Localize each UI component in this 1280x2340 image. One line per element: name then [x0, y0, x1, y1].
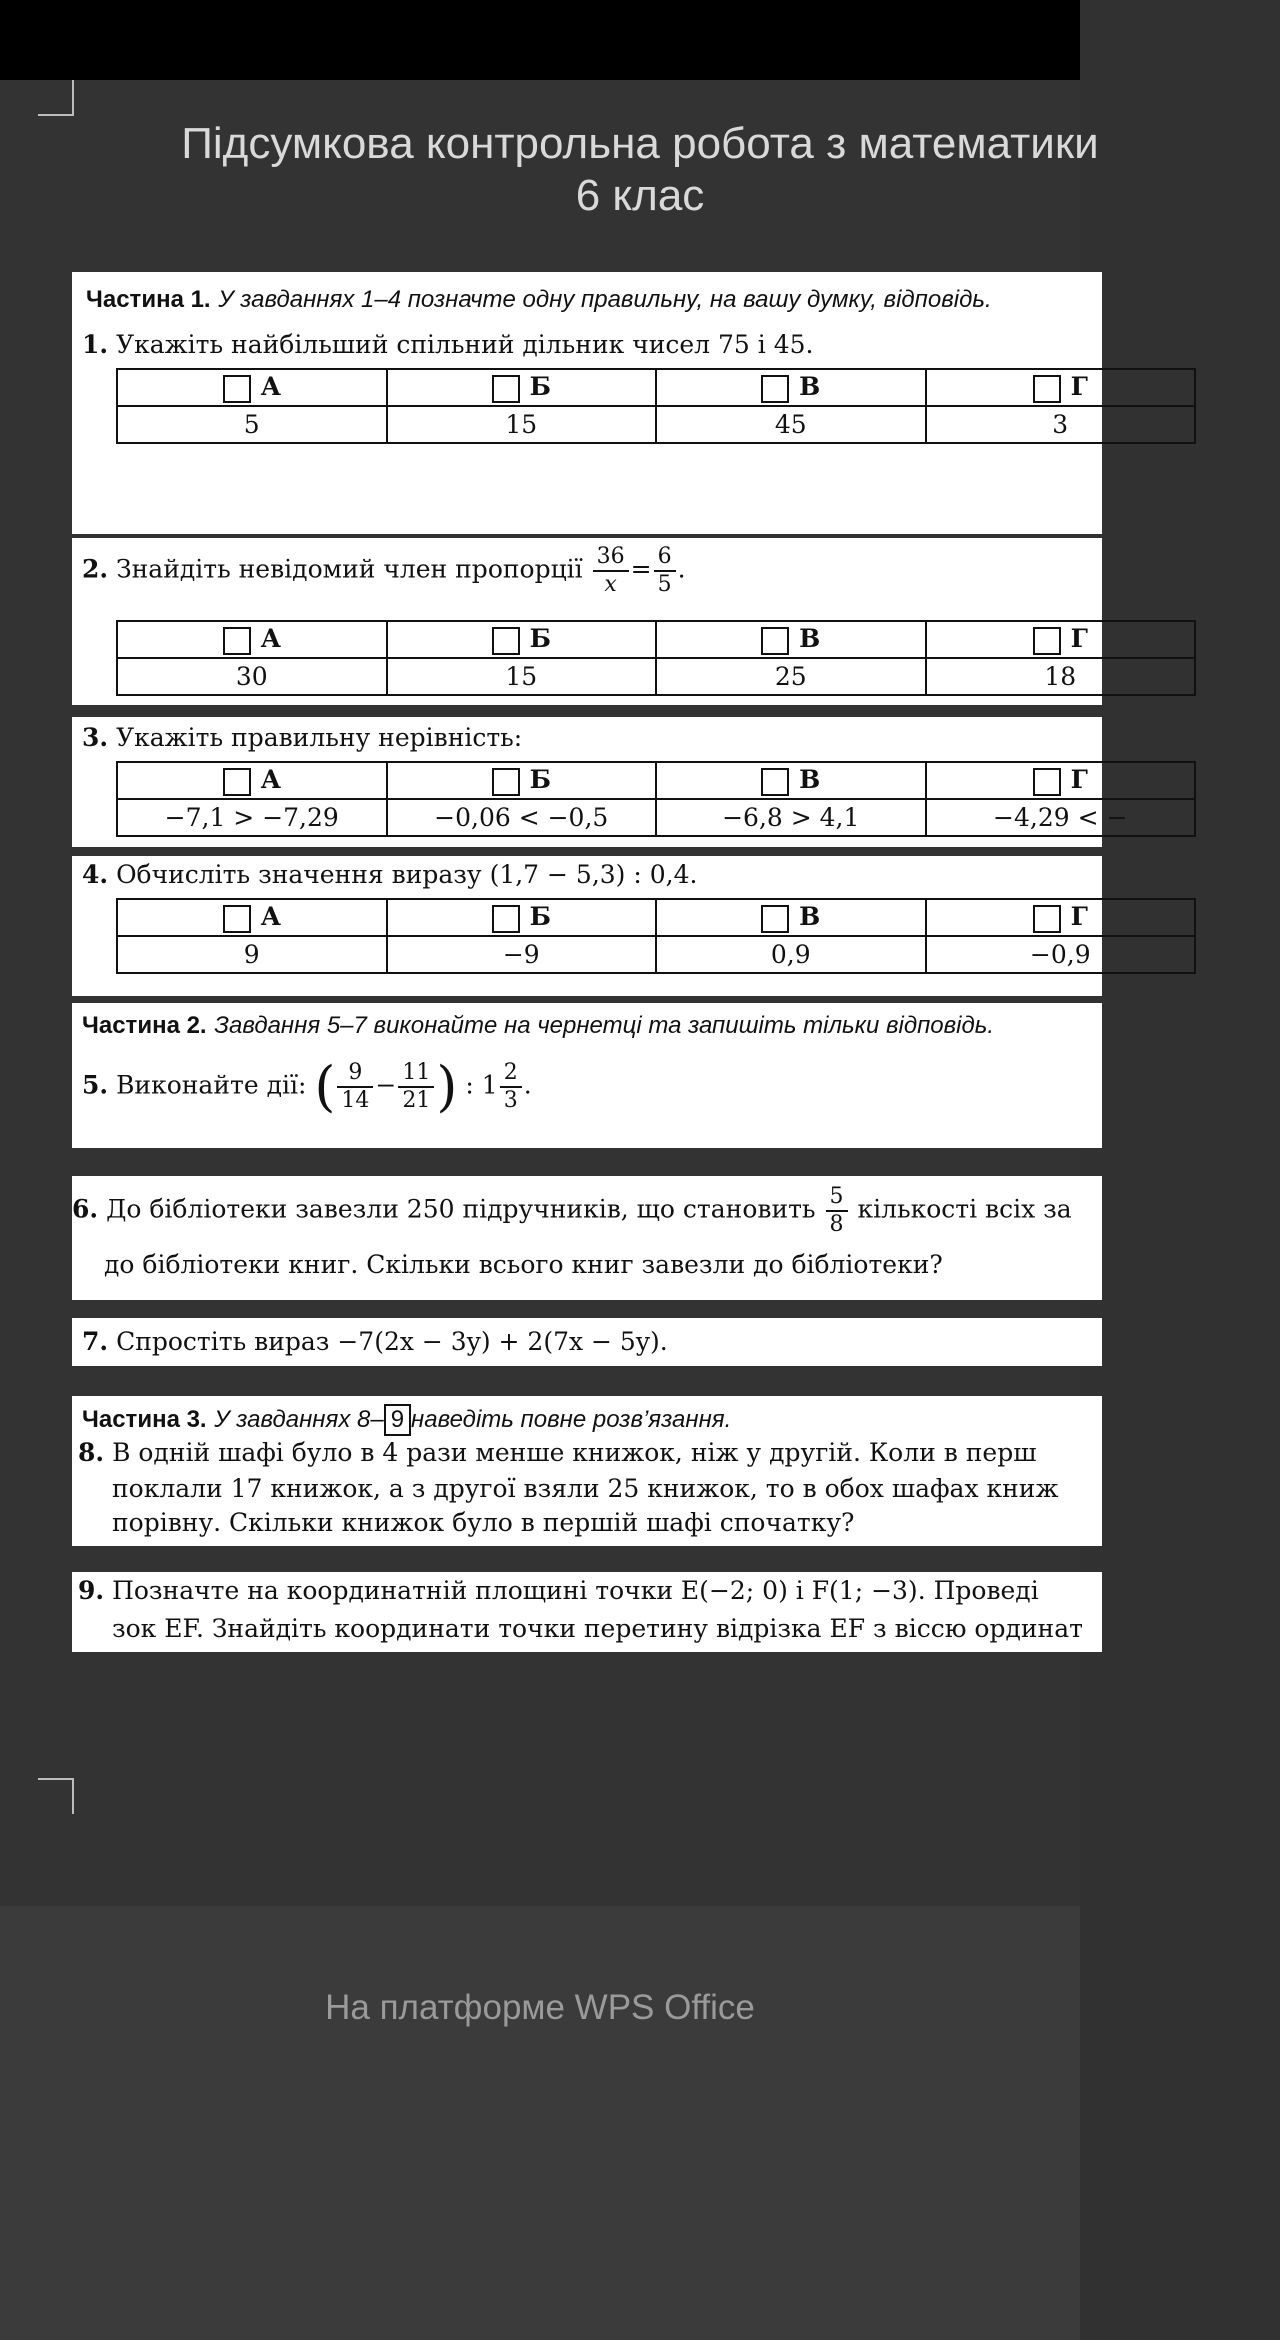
- q9-number: 9.: [78, 1576, 105, 1605]
- q1-option-b[interactable]: [387, 369, 657, 406]
- part3-header: [82, 1404, 731, 1436]
- numerator: 6: [654, 544, 676, 572]
- checkbox[interactable]: [761, 768, 789, 796]
- q3-option-v[interactable]: [656, 762, 926, 799]
- checkbox[interactable]: [1033, 768, 1061, 796]
- q6-text-b: кількості всіх за: [857, 1194, 1072, 1224]
- q4-question: Обчисліть значення виразу (1,7 − 5,3) : 0,4.: [116, 860, 698, 889]
- option-value: −0,06 < −0,5: [387, 799, 657, 836]
- q8-line-1: [78, 1438, 1036, 1467]
- q3-number: 3.: [82, 723, 109, 752]
- option-value: 5: [117, 406, 387, 443]
- q8-line-3: порівну. Скільки книжок було в першій шафі спочатку?: [112, 1508, 855, 1537]
- checkbox[interactable]: [223, 768, 251, 796]
- equals-sign: =: [630, 554, 652, 584]
- fraction: [826, 1184, 848, 1238]
- q1-option-g[interactable]: [926, 369, 1196, 406]
- q3-answer-table: [116, 761, 1196, 837]
- option-letter: А: [260, 624, 281, 654]
- q1-option-a[interactable]: [117, 369, 387, 406]
- option-letter: Б: [529, 765, 551, 795]
- q3-option-g[interactable]: [926, 762, 1196, 799]
- part3-label: Частина 3.: [82, 1406, 207, 1433]
- task-card-q6: [72, 1176, 1102, 1300]
- q7-text: [82, 1327, 668, 1356]
- q6-line-2: до бібліотеки книг. Скільки всього книг завезли до бібліотеки?: [104, 1250, 943, 1279]
- option-value: 0,9: [656, 936, 926, 973]
- q5-text: 5. Виконайте дії: ( $\frac{9}{14}$ − $\frac{11}{21}$ ) : 1 $\frac{2}{3}$ .: [82, 1055, 532, 1118]
- task-card-part3-q8: [72, 1396, 1102, 1546]
- footer-bar: [0, 1906, 1080, 2340]
- option-value: 18: [926, 658, 1196, 695]
- denominator: 5: [657, 572, 672, 597]
- q8-text-1: В одній шафі було в 4 рази менше книжок, ніж у другій. Коли в перш: [112, 1438, 1037, 1467]
- option-letter: В: [799, 902, 821, 932]
- q4-text: [82, 860, 697, 889]
- q2-option-b[interactable]: [387, 621, 657, 658]
- part1-label: Частина 1.: [86, 286, 211, 313]
- task-card-q3: [72, 717, 1128, 847]
- q3-option-a[interactable]: [117, 762, 387, 799]
- fraction: [337, 1060, 373, 1114]
- q9-line-1: [78, 1576, 1039, 1605]
- fraction: [398, 1060, 434, 1114]
- option-letter: Г: [1070, 624, 1088, 654]
- task-card-part2-q5: [72, 1003, 1102, 1148]
- task-card-q7: [72, 1318, 1102, 1366]
- q1-text: [82, 330, 813, 359]
- fraction: [654, 544, 676, 598]
- checkbox[interactable]: [1033, 375, 1061, 403]
- numerator: 11: [398, 1060, 434, 1088]
- task-card-q9: [72, 1572, 1102, 1652]
- period: .: [677, 554, 686, 584]
- q7-number: 7.: [82, 1327, 109, 1356]
- q2-text: [82, 544, 686, 598]
- checkbox[interactable]: [761, 375, 789, 403]
- option-value: 3: [926, 406, 1196, 443]
- option-value: 30: [117, 658, 387, 695]
- option-value: 9: [117, 936, 387, 973]
- q3-text: [82, 723, 522, 752]
- q4-answer-table: [116, 898, 1196, 974]
- denominator: x: [604, 572, 617, 597]
- q1-question: Укажіть найбільший спільний дільник чисел 75 і 45.: [116, 330, 814, 359]
- q3-option-b[interactable]: [387, 762, 657, 799]
- option-value: 15: [387, 406, 657, 443]
- task-card-part1-q1: [72, 272, 1102, 534]
- option-letter: Б: [529, 372, 551, 402]
- q4-number: 4.: [82, 860, 109, 889]
- option-letter: Г: [1070, 372, 1088, 402]
- q4-option-v[interactable]: [656, 899, 926, 936]
- q8-number: 8.: [78, 1438, 105, 1467]
- q3-question: Укажіть правильну нерівність:: [116, 723, 523, 752]
- q6-text-a: До бібліотеки завезли 250 підручників, що становить: [106, 1194, 816, 1224]
- option-letter: Г: [1070, 765, 1088, 795]
- title-line-1: Підсумкова контрольна робота з математики: [181, 119, 1099, 168]
- minus-sign: −: [375, 1070, 397, 1100]
- q2-option-v[interactable]: [656, 621, 926, 658]
- option-value: 45: [656, 406, 926, 443]
- q4-option-g[interactable]: [926, 899, 1196, 936]
- option-value: −4,29 < −: [926, 799, 1196, 836]
- q4-option-b[interactable]: [387, 899, 657, 936]
- option-letter: Б: [529, 624, 551, 654]
- part3-instruction-a: У завданнях 8–: [214, 1406, 384, 1433]
- q9-text-1: Позначте на координатній площині точки E(−2; 0) і F(1; −3). Проведі: [112, 1576, 1039, 1605]
- option-letter: Б: [529, 902, 551, 932]
- q1-answer-table: [116, 368, 1196, 444]
- fraction: [500, 1060, 522, 1114]
- checkbox[interactable]: [761, 627, 789, 655]
- q1-option-v[interactable]: [656, 369, 926, 406]
- option-letter: В: [799, 624, 821, 654]
- q4-option-a[interactable]: [117, 899, 387, 936]
- document-viewer[interactable]: [0, 80, 1128, 1906]
- option-letter: В: [799, 765, 821, 795]
- q2-number: 2.: [82, 554, 109, 584]
- status-bar: [0, 0, 1080, 80]
- whole-part: 1: [481, 1070, 498, 1100]
- q6-number: 6.: [72, 1194, 99, 1224]
- numerator: 9: [337, 1060, 373, 1088]
- checkbox[interactable]: [492, 905, 520, 933]
- numerator: 2: [500, 1060, 522, 1088]
- part1-instruction: У завданнях 1–4 позначте одну правильну, на вашу думку, відповідь.: [218, 286, 992, 313]
- option-value: −0,9: [926, 936, 1196, 973]
- q7-question: Спростіть вираз −7(2x − 3y) + 2(7x − 5y).: [116, 1327, 668, 1356]
- denominator: 21: [402, 1088, 431, 1113]
- q9-line-2: зок EF. Знайдіть координати точки перетину відрізка EF з віссю ординат: [112, 1614, 1083, 1643]
- checkbox[interactable]: [1033, 627, 1061, 655]
- part1-header: [86, 285, 992, 314]
- option-value: −6,8 > 4,1: [656, 799, 926, 836]
- q5-question: Виконайте дії:: [116, 1070, 307, 1100]
- option-letter: А: [260, 765, 281, 795]
- checkbox[interactable]: [223, 905, 251, 933]
- part3-instruction-b: наведіть повне розв’язання.: [411, 1406, 732, 1433]
- denominator: 8: [829, 1212, 844, 1237]
- option-value: 15: [387, 658, 657, 695]
- q2-option-a[interactable]: [117, 621, 387, 658]
- checkbox[interactable]: [223, 627, 251, 655]
- option-value: −7,1 > −7,29: [117, 799, 387, 836]
- q8-line-2: поклали 17 книжок, а з другої взяли 25 книжок, то в обох шафах книж: [112, 1474, 1059, 1503]
- option-value: −9: [387, 936, 657, 973]
- platform-label: На платформе WPS Office: [325, 1988, 755, 2027]
- checkbox[interactable]: [492, 627, 520, 655]
- q2-option-g[interactable]: [926, 621, 1196, 658]
- period: .: [523, 1070, 532, 1100]
- part2-header: [82, 1011, 994, 1040]
- q1-number: 1.: [82, 330, 109, 359]
- crop-mark-top: [38, 80, 74, 116]
- denominator: 14: [341, 1088, 370, 1113]
- part2-instruction: Завдання 5–7 виконайте на чернетці та запишіть тільки відповідь.: [214, 1012, 995, 1039]
- task-card-q2: [72, 538, 1102, 705]
- option-letter: В: [799, 372, 821, 402]
- division-sign: :: [465, 1070, 474, 1100]
- boxed-number: 9: [384, 1404, 411, 1436]
- checkbox[interactable]: [1033, 905, 1061, 933]
- crop-mark-bottom: [38, 1778, 74, 1814]
- option-letter: Г: [1070, 902, 1088, 932]
- part2-label: Частина 2.: [82, 1012, 207, 1039]
- option-letter: А: [260, 372, 281, 402]
- document-title: [0, 118, 1280, 222]
- q6-line-1: [72, 1184, 1072, 1238]
- title-line-2: 6 клас: [575, 171, 705, 220]
- checkbox[interactable]: [223, 375, 251, 403]
- option-value: 25: [656, 658, 926, 695]
- checkbox[interactable]: [761, 905, 789, 933]
- checkbox[interactable]: [492, 375, 520, 403]
- q2-question: Знайдіть невідомий член пропорції: [116, 554, 583, 584]
- denominator: 3: [503, 1088, 518, 1113]
- task-card-q4: [72, 856, 1102, 996]
- q5-number: 5.: [82, 1070, 109, 1100]
- q2-answer-table: [116, 620, 1196, 696]
- option-letter: А: [260, 902, 281, 932]
- numerator: 5: [826, 1184, 848, 1212]
- numerator: 36: [593, 544, 629, 572]
- fraction: [593, 544, 629, 598]
- checkbox[interactable]: [492, 768, 520, 796]
